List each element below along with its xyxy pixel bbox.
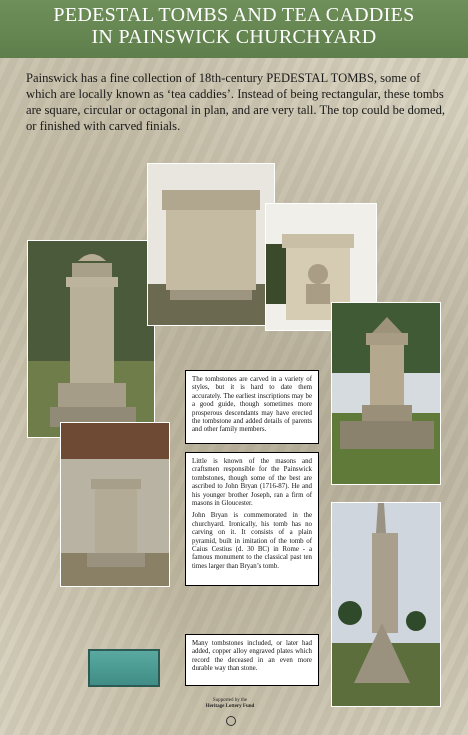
credit-line-2: Heritage Lottery Fund	[205, 704, 255, 709]
dating-text: The tombstones are carved in a variety of styles, but it is hard to date them accurately. The earliest inscriptions may be a good guide, though sometimes more prosperous descendants may have erected the tombstone and added details of parents and other family members.	[192, 376, 312, 434]
photo-church-spire	[331, 502, 441, 707]
text-box-dating	[185, 370, 319, 444]
photo-square-tomb	[331, 302, 441, 485]
plates-text: Many tombstones included, or later had added, copper alloy engraved plates which record the deceased in an even more durable way than stone.	[192, 640, 312, 673]
intro-paragraph: Painswick has a fine collection of 18th-century PEDESTAL TOMBS, some of which are locally known as ‘tea caddies’. Instead of being rectangular, these tombs are square, circular or octagonal in plan, and are very tall. The top could be domed, or finished with carved finials.	[26, 71, 446, 133]
photo-carved-tomb	[147, 163, 275, 326]
title-line-2: IN PAINSWICK CHURCHYARD	[91, 26, 377, 48]
masons-text-1: Little is known of the masons and craftsmen responsible for the Painswick tombstones, though some of the best are ascribed to John Bryan (1716-87). He and his younger brother Joseph, ran a firm of masons in Gloucester.	[192, 458, 312, 508]
funding-credit	[170, 698, 290, 710]
engraved-plate-photo	[88, 649, 160, 687]
title-line-1: PEDESTAL TOMBS AND TEA CADDIES	[53, 4, 415, 26]
text-box-masons	[185, 452, 319, 586]
page-header	[0, 0, 468, 58]
text-box-plates	[185, 634, 319, 686]
lottery-logo-icon	[226, 716, 236, 726]
masons-text-2: John Bryan is commemorated in the churchyard. Ironically, his tomb has no carving on it. It consists of a plain pyramid, built in imitation of the tomb of Caius Cestius (d. 30 BC) in Rome - a famous monument to the classical past ten times larger than Bryan’s tomb.	[192, 512, 312, 570]
photo-domed-tomb	[27, 240, 155, 438]
credit-line-1: Supported by the	[212, 698, 248, 703]
photo-urn-tomb	[60, 422, 170, 587]
